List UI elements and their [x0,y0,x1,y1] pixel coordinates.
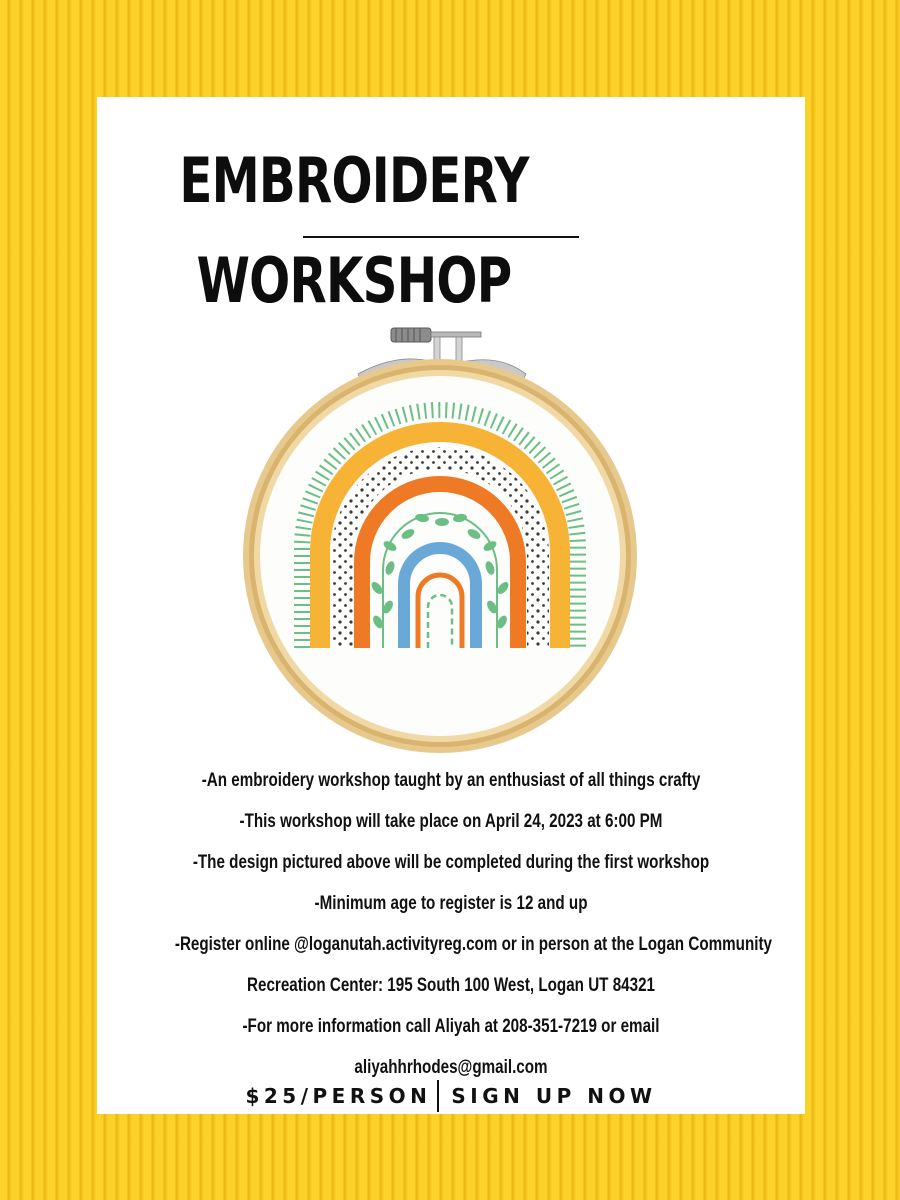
detail-line-5: -Register online @loganutah.activityreg.com or in person at the Logan Community [174,933,772,955]
price-label: $25/PERSON [245,1084,432,1108]
embroidery-hoop-rainbow-icon [238,322,642,758]
detail-line-3: -The design pictured above will be completed during the first workshop [192,851,710,873]
detail-line-8: aliyahhrhodes@gmail.com [354,1056,548,1078]
sign-up-cta: SIGN UP NOW [451,1084,657,1108]
price-cta-row [97,1079,805,1113]
price-divider [437,1080,439,1112]
title-divider [303,236,579,238]
detail-line-2: -This workshop will take place on April 24, 2023 at 6:00 PM [239,810,663,832]
detail-line-4: -Minimum age to register is 12 and up [314,892,588,914]
detail-line-7: -For more information call Aliyah at 208-351-7219 or email [242,1015,660,1037]
workshop-details [97,760,805,1088]
detail-line-1: -An embroidery workshop taught by an enthusiast of all things crafty [201,769,701,791]
title-line-2: WORKSHOP [196,244,512,317]
title-line-1: EMBROIDERY [179,144,529,217]
detail-line-6: Recreation Center: 195 South 100 West, Logan UT 84321 [247,974,655,996]
